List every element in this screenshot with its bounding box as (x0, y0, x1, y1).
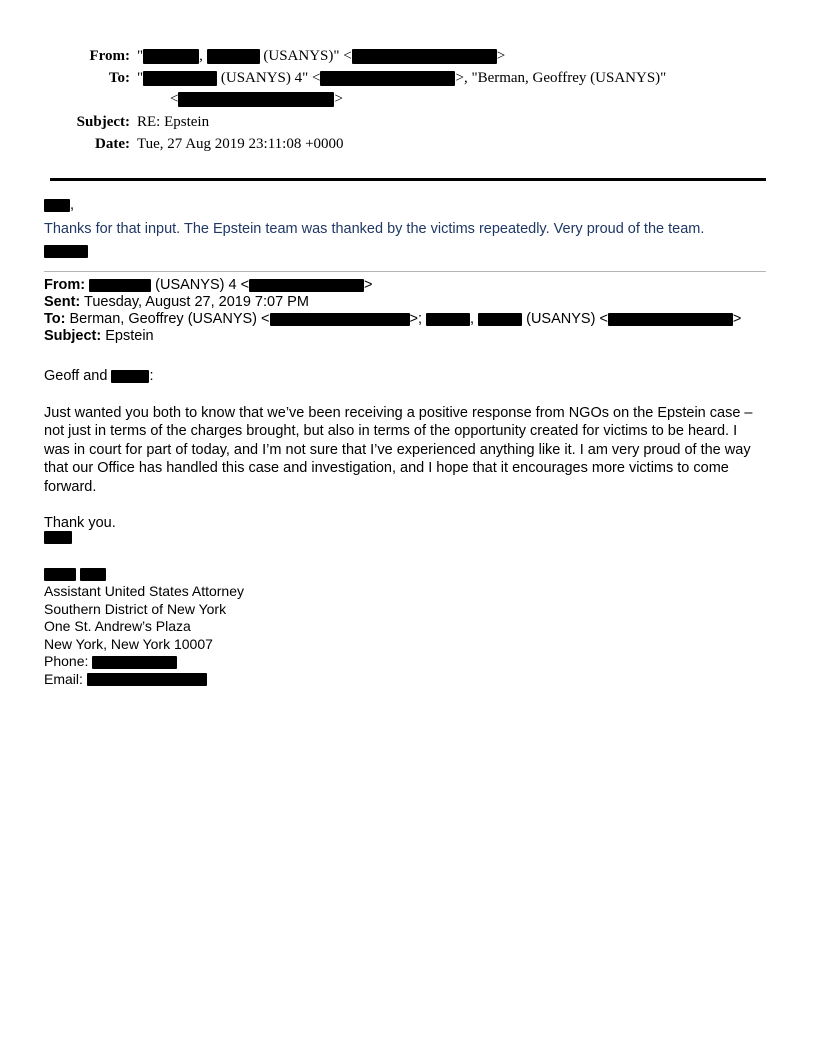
from-label: From: (89, 48, 130, 64)
quoted-to-angle-close-2: > (732, 311, 742, 327)
quoted-email-body (44, 367, 766, 533)
redaction-quoted-salutation-name (111, 370, 149, 383)
to-angle-close: >, "Berman, Geoffrey (USANYS)" (455, 70, 667, 86)
redaction-quoted-to-email-2 (608, 313, 733, 326)
redaction-from-last (143, 49, 199, 64)
reply-text: Thanks for that input. The Epstein team was thanked by the victims repeatedly. Very proud of the team. (44, 221, 705, 237)
quoted-from-angle-close: > (364, 277, 373, 293)
to-cont-angle-close: > (334, 91, 343, 107)
date-value: Tue, 27 Aug 2019 23:11:08 +0000 (137, 136, 344, 152)
signature-office: Southern District of New York (44, 600, 227, 617)
redaction-from-first (207, 49, 260, 64)
signature-email-label: Email: (44, 670, 83, 687)
redaction-quoted-to-email-1 (270, 313, 410, 326)
header-row-to (50, 68, 766, 110)
signature-gap (44, 546, 544, 566)
redaction-to-email (320, 71, 455, 86)
quoted-subject-label: Subject: (44, 328, 102, 344)
redaction-signature-first-name (44, 568, 76, 581)
quoted-from-label: From: (44, 277, 86, 293)
from-angle-close: > (496, 48, 506, 64)
quoted-sent-value: Tuesday, August 27, 2019 7:07 PM (84, 294, 309, 310)
redaction-to-email-2 (178, 92, 334, 107)
date-label: Date: (95, 136, 130, 152)
subject-label: Subject: (76, 114, 130, 130)
quoted-paragraph: Just wanted you both to know that we’ve been receiving a positive response from NGOs on the Epstein case – not just in terms of the charges brought, but also in terms of the opportunity created for victims to be heard. I was in court for part of today, and I’m not sure that I’ve experienced anything like it. I am very proud of the way that our Office has handled this case and investigation, and I hope that it encourages more victims to come forward. (44, 404, 753, 495)
redaction-signature-phone (92, 656, 177, 669)
reply-body (44, 196, 766, 260)
quoted-to-first: Berman, Geoffrey (USANYS) (69, 311, 257, 327)
redaction-to-name (143, 71, 217, 86)
quoted-row-sent (44, 294, 766, 311)
redaction-signature-initials (44, 531, 72, 544)
quoted-row-subject (44, 328, 766, 345)
signature-phone (44, 653, 544, 671)
redaction-quoted-to-first (478, 313, 522, 326)
quoted-from-org: (USANYS) 4 (155, 277, 237, 293)
quoted-sent-label: Sent: (44, 294, 81, 310)
quoted-salutation (44, 367, 766, 386)
redaction-reply-signature (44, 245, 88, 258)
to-cont-angle-open: < (170, 91, 179, 107)
quoted-row-to (44, 311, 766, 328)
redaction-from-email (352, 49, 497, 64)
to-quote-open: " (137, 70, 144, 86)
from-angle-open: < (343, 48, 352, 64)
quoted-to-angle-open-2: < (599, 311, 608, 327)
redaction-signature-email (87, 673, 207, 686)
email-header (50, 46, 766, 156)
quoted-email-header (44, 277, 766, 345)
reply-signature (44, 242, 766, 260)
quoted-to-org: (USANYS) (526, 311, 596, 327)
quoted-to-angle-open: < (261, 311, 270, 327)
quoted-to-label: To: (44, 311, 66, 327)
quoted-subject-value: Epstein (105, 328, 154, 344)
subject-value: RE: Epstein (137, 114, 210, 130)
header-row-from (50, 46, 766, 67)
to-value (137, 68, 766, 110)
redaction-signature-last-name (80, 568, 106, 581)
redaction-quoted-from-name (89, 279, 151, 292)
header-divider (50, 178, 766, 181)
redaction-quoted-from-email (249, 279, 364, 292)
quoted-to-comma: , (470, 311, 479, 327)
redaction-reply-salutation (44, 199, 70, 212)
reply-salutation (44, 196, 766, 214)
signature-phone-label: Phone: (44, 653, 89, 669)
quoted-salutation-suffix: : (149, 368, 154, 384)
redaction-quoted-to-last (426, 313, 470, 326)
quoted-salutation-prefix: Geoff and (44, 368, 112, 384)
quoted-divider (44, 271, 766, 272)
quoted-closing: Thank you. (44, 515, 116, 531)
quoted-from-angle-open: < (240, 277, 250, 293)
signature-title: Assistant United States Attorney (44, 583, 244, 599)
from-quote-open: " (137, 48, 144, 64)
signature-address-2: New York, New York 10007 (44, 635, 213, 652)
signature-email (44, 671, 544, 689)
to-value-continued (137, 89, 766, 110)
signature-block (44, 528, 544, 688)
header-row-subject (50, 112, 766, 133)
quoted-to-angle-close: >; (409, 311, 427, 327)
to-label: To: (108, 70, 130, 86)
from-value (137, 46, 766, 67)
reply-salutation-comma: , (70, 197, 75, 213)
to-org: (USANYS) 4" (220, 70, 309, 86)
from-comma: , (199, 48, 207, 64)
quoted-row-from (44, 277, 766, 294)
signature-name (44, 566, 544, 584)
from-org: (USANYS)" (263, 48, 340, 64)
to-angle-open: < (312, 70, 321, 86)
signature-initials (44, 528, 544, 546)
signature-address-1: One St. Andrew’s Plaza (44, 618, 191, 634)
header-row-date (50, 134, 766, 155)
